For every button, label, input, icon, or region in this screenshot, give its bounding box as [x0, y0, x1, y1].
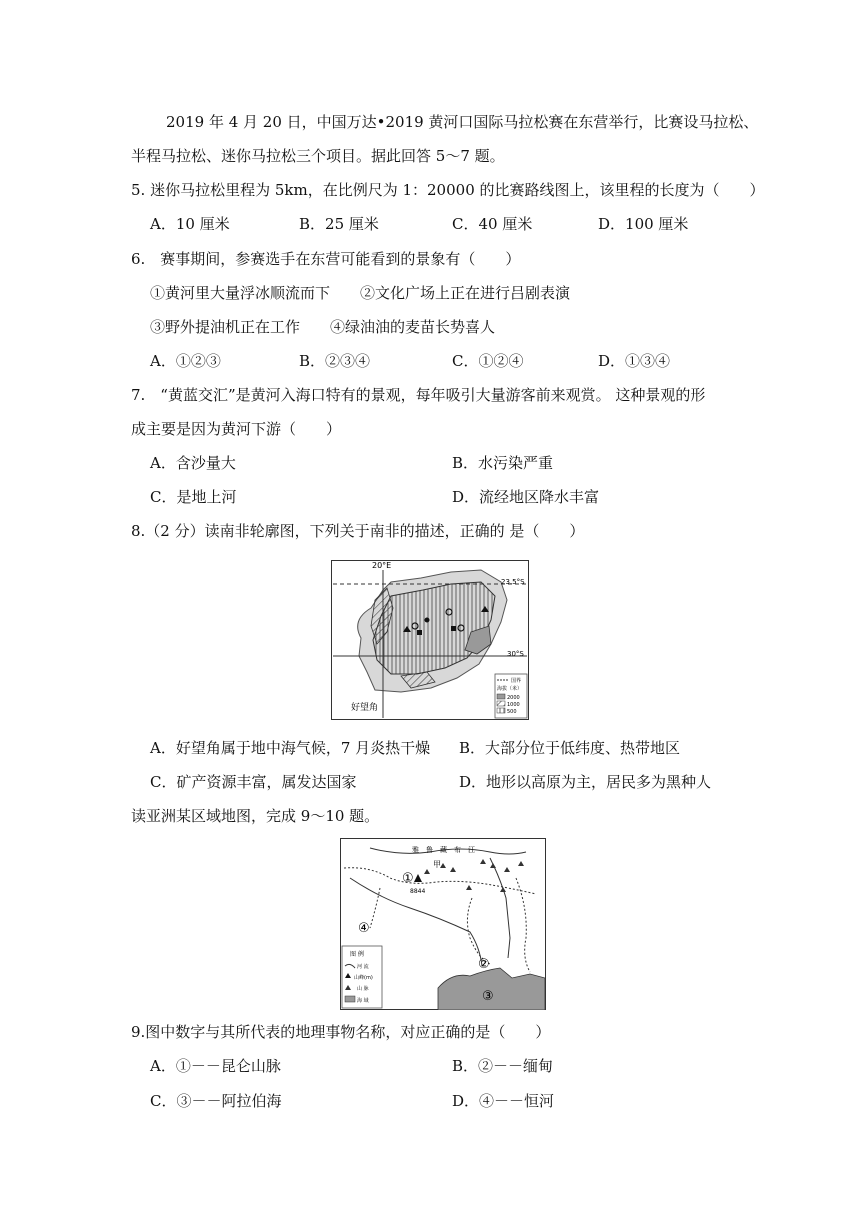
- cape-label: 好望角: [351, 703, 379, 713]
- q6-option-b: B．②③④: [299, 352, 371, 370]
- q6-option-a: A．①②③: [150, 352, 221, 370]
- q9-option-c: C．③－－阿拉伯海: [150, 1092, 282, 1110]
- num-4: ④: [358, 921, 370, 936]
- legend-peak: 山峰(m): [354, 975, 373, 981]
- q8-option-a: A．好望角属于地中海气候，7 月炎热干燥: [150, 739, 431, 757]
- q9-option-b: B．②－－缅甸: [452, 1057, 554, 1075]
- q5-option-b: B．25 厘米: [299, 215, 379, 233]
- jia-label: 甲: [433, 860, 441, 869]
- q7-option-a: A．含沙量大: [150, 454, 236, 472]
- q6-items-line-2: ③野外提油机正在工作 ④绿油油的麦苗长势喜人: [150, 318, 496, 336]
- legend-sea: 海 域: [357, 998, 369, 1004]
- south-africa-map: [331, 560, 529, 720]
- q7-option-d: D．流经地区降水丰富: [452, 488, 600, 506]
- q7-stem-line-1: 7. “黄蓝交汇”是黄河入海口特有的景观，每年吸引大量游客前来观赏。 这种景观的形: [131, 386, 706, 404]
- q7-stem-line-2: 成主要是因为黄河下游（ ）: [131, 420, 342, 438]
- legend-value-1000: 1000: [507, 702, 520, 708]
- q8-option-b: B．大部分位于低纬度、热带地区: [459, 739, 681, 757]
- q5-option-d: D．100 厘米: [598, 215, 689, 233]
- q5-stem: 5. 迷你马拉松里程为 5km，在比例尺为 1：20000 的比赛路线图上，该里程的长度为（ ）: [131, 181, 765, 199]
- num-1: ①: [402, 871, 414, 886]
- river-label: 雅 鲁 藏 布 江: [412, 846, 475, 854]
- q5-option-a: A．10 厘米: [150, 215, 230, 233]
- q9-option-a: A．①－－昆仑山脉: [150, 1057, 281, 1075]
- intro-line-1: 2019 年 4 月 20 日，中国万达•2019 黄河口国际马拉松赛在东营举行，比赛设马拉松、: [166, 113, 759, 131]
- q6-option-d: D．①③④: [598, 352, 671, 370]
- legend-river: 河 流: [357, 964, 369, 970]
- legend-value-2000: 2000: [507, 695, 520, 701]
- q7-option-b: B．水污染严重: [452, 454, 554, 472]
- legend-border: 国界: [511, 678, 522, 684]
- legend-title: 图 例: [350, 951, 364, 958]
- intro-2: 读亚洲某区域地图，完成 9～10 题。: [131, 807, 380, 825]
- q6-option-c: C．①②④: [452, 352, 524, 370]
- num-3: ③: [482, 989, 494, 1004]
- q9-option-d: D．④－－恒河: [452, 1092, 555, 1110]
- lat2-label: 30°S: [507, 650, 524, 658]
- legend-elev: 海拔（米）: [497, 686, 523, 692]
- q9-stem: 9.图中数字与其所代表的地理事物名称，对应正确的是（ ）: [131, 1023, 551, 1041]
- legend-mountain: 山 脉: [357, 986, 369, 992]
- intro-line-2: 半程马拉松、迷你马拉松三个项目。据此回答 5～7 题。: [131, 147, 505, 165]
- legend-value-500: 500: [507, 709, 517, 715]
- peak-label: 8844: [410, 888, 426, 895]
- q7-option-c: C．是地上河: [150, 488, 237, 506]
- num-2: ②: [478, 957, 490, 972]
- q8-stem: 8.（2 分）读南非轮廓图，下列关于南非的描述，正确的 是（ ）: [131, 522, 585, 540]
- lon-label: 20°E: [372, 561, 392, 570]
- q8-option-c: C．矿产资源丰富，属发达国家: [150, 773, 357, 791]
- lat1-label: 23.5°S: [501, 578, 525, 586]
- q6-items-line-1: ①黄河里大量浮冰顺流而下 ②文化广场上正在进行吕剧表演: [150, 284, 571, 302]
- q8-option-d: D．地形以高原为主，居民多为黑种人: [459, 773, 712, 791]
- q5-option-c: C．40 厘米: [452, 215, 533, 233]
- asia-region-map: [340, 838, 546, 1010]
- q6-stem: 6. 赛事期间，参赛选手在东营可能看到的景象有（ ）: [131, 250, 521, 268]
